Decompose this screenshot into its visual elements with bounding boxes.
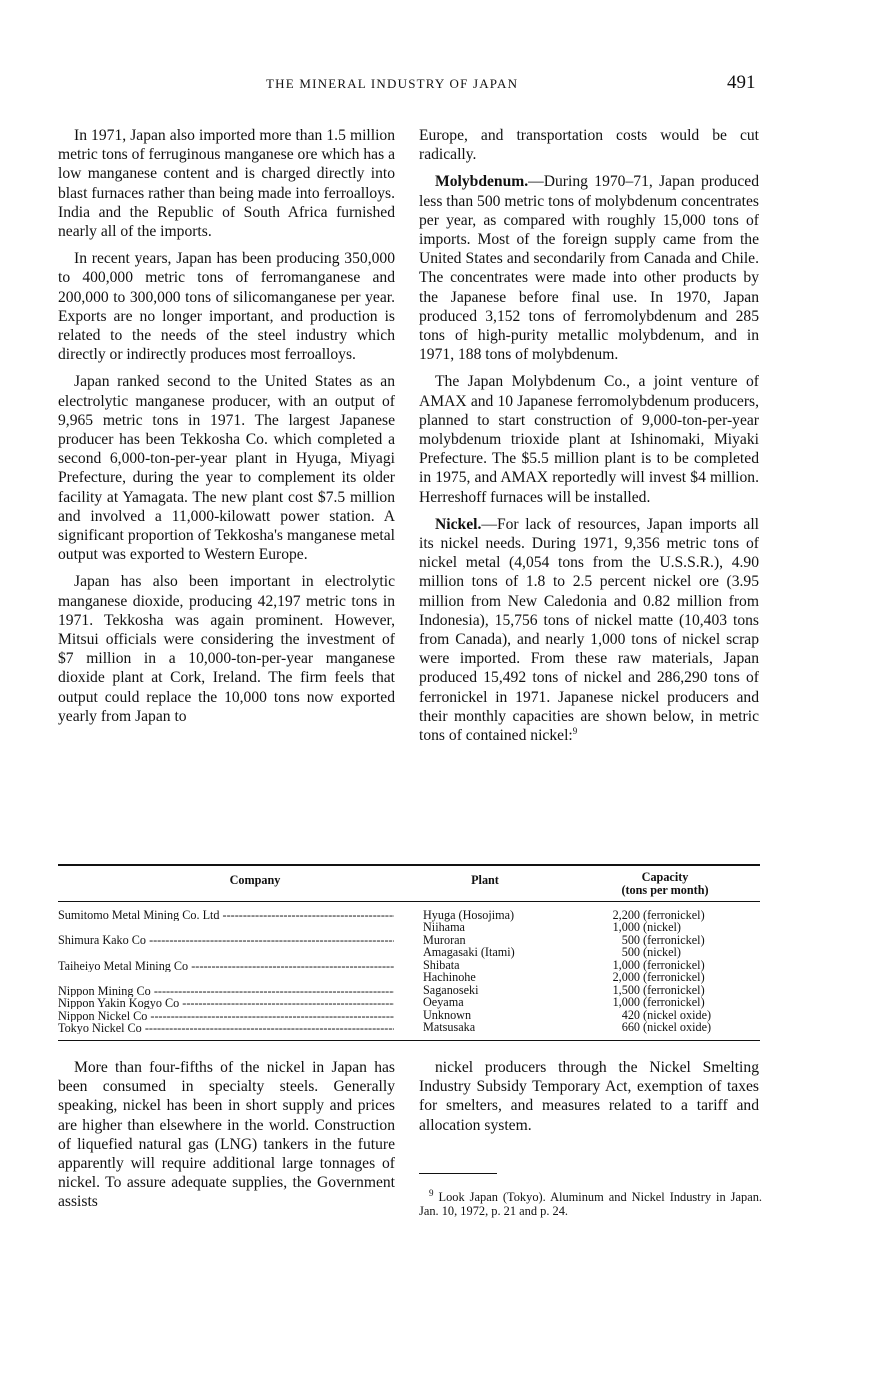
paragraph: Japan has also been important in electrolytic manganese dioxide, producing 42,197 metric tons in 1971. Tekkosha was again prominent. However, Mitsui officials were considering the investment of $7 million in a 10,000-ton-per-year manganese dioxide plant at Cork, Ireland. The firm feels that output could replace the 10,000 tons now exported yearly from Japan to	[58, 573, 395, 725]
table-capacity: 420 (nickel oxide)	[621, 1008, 712, 1022]
table-plant: Saganoseki	[423, 983, 479, 997]
table-top-rule	[58, 864, 760, 866]
page-header	[0, 74, 874, 96]
table-company: Nippon Mining Co -----	[58, 985, 394, 997]
table-plant: Hyuga (Hosojima)	[423, 908, 515, 922]
molybdenum-text: —During 1970–71, Japan produced less than 500 metric tons of molybdenum concentrates per year, as compared with roughly 15,000 tons of imports. Most of the foreign supply came from the United States and secondarily from Canada and Chile. The concentrates were made into other products by the Japanese before final use. In 1970, Japan produced 3,152 tons of ferromolybdenum and 285 tons of high-purity metallic molybdenum, and in 1971, 188 tons of molybdenum.	[419, 173, 759, 364]
table-plant: Niihama	[423, 920, 465, 934]
column-header-capacity-unit: (tons per month)	[621, 883, 709, 897]
table-capacity: 1,000 (nickel)	[612, 920, 681, 934]
right-column-lower	[419, 1058, 759, 1143]
footnote-rule	[419, 1173, 497, 1174]
table-plant: Unknown	[423, 1008, 472, 1022]
table-company: Sumitomo Metal Mining Co. Ltd -----	[58, 909, 394, 921]
table-capacity: 1,500 (ferronickel)	[612, 983, 705, 997]
running-title: THE MINERAL INDUSTRY OF JAPAN	[266, 76, 519, 91]
molybdenum-paragraph	[419, 172, 759, 364]
footnote-text: Look Japan (Tokyo). Aluminum and Nickel Industry in Japan. Jan. 10, 1972, p. 21 and p. 24.	[419, 1190, 762, 1218]
nickel-paragraph	[419, 515, 759, 745]
paragraph-continued: Europe, and transportation costs would be cut radically.	[419, 127, 759, 164]
page-number: 491	[727, 72, 756, 93]
left-column	[58, 126, 395, 734]
table-company: Shimura Kako Co -----	[58, 934, 394, 946]
table-company: Taiheiyo Metal Mining Co -----	[58, 960, 394, 972]
table-capacity: 1,000 (ferronickel)	[612, 995, 705, 1009]
column-header-company: Company	[229, 873, 281, 887]
table-capacity: 1,000 (ferronickel)	[612, 958, 705, 972]
table-company: Tokyo Nickel Co -----	[58, 1022, 394, 1034]
table-plant: Amagasaki (Itami)	[423, 945, 515, 959]
table-capacity: 500 (nickel)	[621, 945, 681, 959]
table-company: Nippon Nickel Co -----	[58, 1010, 394, 1022]
table-plant: Hachinohe	[423, 970, 476, 984]
column-header-plant: Plant	[471, 873, 499, 887]
paragraph: Japan ranked second to the United States as an electrolytic manganese producer, with an output of 9,965 metric tons in 1971. The largest Japanese producer has been Tekkosha Co. which completed a second 6,000-ton-per-year plant in Hyuga, Miyagi Prefecture, during the year to complement its older facility at Yamagata. The new plant cost $7.5 million and involved a 11,000-kilowatt power station. A significant proportion of Tekkosha's manganese metal output was exported to Western Europe.	[58, 373, 395, 564]
section-heading-nickel: Nickel.	[435, 515, 482, 533]
table-header-rule	[58, 901, 760, 902]
column-header-capacity: Capacity	[641, 870, 689, 884]
table-plant: Muroran	[423, 933, 466, 947]
footnote-reference: 9	[572, 725, 578, 736]
table-bottom-rule	[58, 1040, 760, 1041]
table-plant: Oeyama	[423, 995, 464, 1009]
footnote	[419, 1187, 762, 1218]
table-plant: Shibata	[423, 958, 460, 972]
table-capacity: 500 (ferronickel)	[621, 933, 705, 947]
left-column-lower	[58, 1058, 395, 1220]
table-capacity: 2,000 (ferronickel)	[612, 970, 705, 984]
paragraph-continued: nickel producers through the Nickel Smelting Industry Subsidy Temporary Act, exemption of taxes for smelters, and measures related to a tariff and allocation system.	[419, 1059, 759, 1134]
table-capacity: 660 (nickel oxide)	[621, 1020, 712, 1034]
table-company: Nippon Yakin Kogyo Co -----	[58, 997, 394, 1009]
section-heading-molybdenum: Molybdenum.	[435, 173, 529, 191]
table-plant: Matsusaka	[423, 1020, 476, 1034]
paragraph: In 1971, Japan also imported more than 1.5 million metric tons of ferruginous manganese ore which has a low manganese content and is charged directly into blast furnaces rather than being made into ferroalloys. India and the Republic of South Africa furnished nearly all of the imports.	[58, 127, 395, 241]
paragraph: The Japan Molybdenum Co., a joint venture of AMAX and 10 Japanese ferromolybdenum producers, planned to start construction of 9,000-ton-per-year molybdenum trioxide plant at Ishinomaki, Miyaki Prefecture. The $5.5 million plant is to be completed in 1975, and AMAX reportedly will invest $4 million. Herreshoff furnaces will be installed.	[419, 373, 759, 506]
table-capacity: 2,200 (ferronickel)	[612, 908, 705, 922]
paragraph: More than four-fifths of the nickel in Japan has been consumed in specialty steels. Generally speaking, nickel has been in short supply and prices are higher than elsewhere in the world. Construction of liquefied natural gas (LNG) tankers in the future apparently will require additional large tonnages of nickel. To assure adequate supplies, the Government assists	[58, 1059, 395, 1211]
right-column	[419, 126, 759, 753]
nickel-text: —For lack of resources, Japan imports all its nickel needs. During 1971, 9,356 metric tons of nickel metal (4,054 tons from the U.S.S.R.), 4.90 million tons of 1.8 to 2.5 percent nickel ore (3.95 million from New Caledonia and 0.82 million from Indonesia), 15,756 tons of nickel matte (10,403 tons from Canada), and nearly 1,000 tons of nickel scrap were imported. From these raw materials, Japan produced 15,492 tons of nickel and 286,290 tons of ferronickel in 1971. Japanese nickel producers and their monthly capacities are shown below, in metric tons of contained nickel:	[419, 515, 759, 745]
footnote-marker: 9	[429, 1187, 434, 1198]
paragraph: In recent years, Japan has been producing 350,000 to 400,000 metric tons of ferromanganese and 200,000 to 300,000 tons of silicomanganese per year. Exports are no longer important, and production is related to the needs of the steel industry which directly or indirectly produces most ferroalloys.	[58, 250, 395, 364]
